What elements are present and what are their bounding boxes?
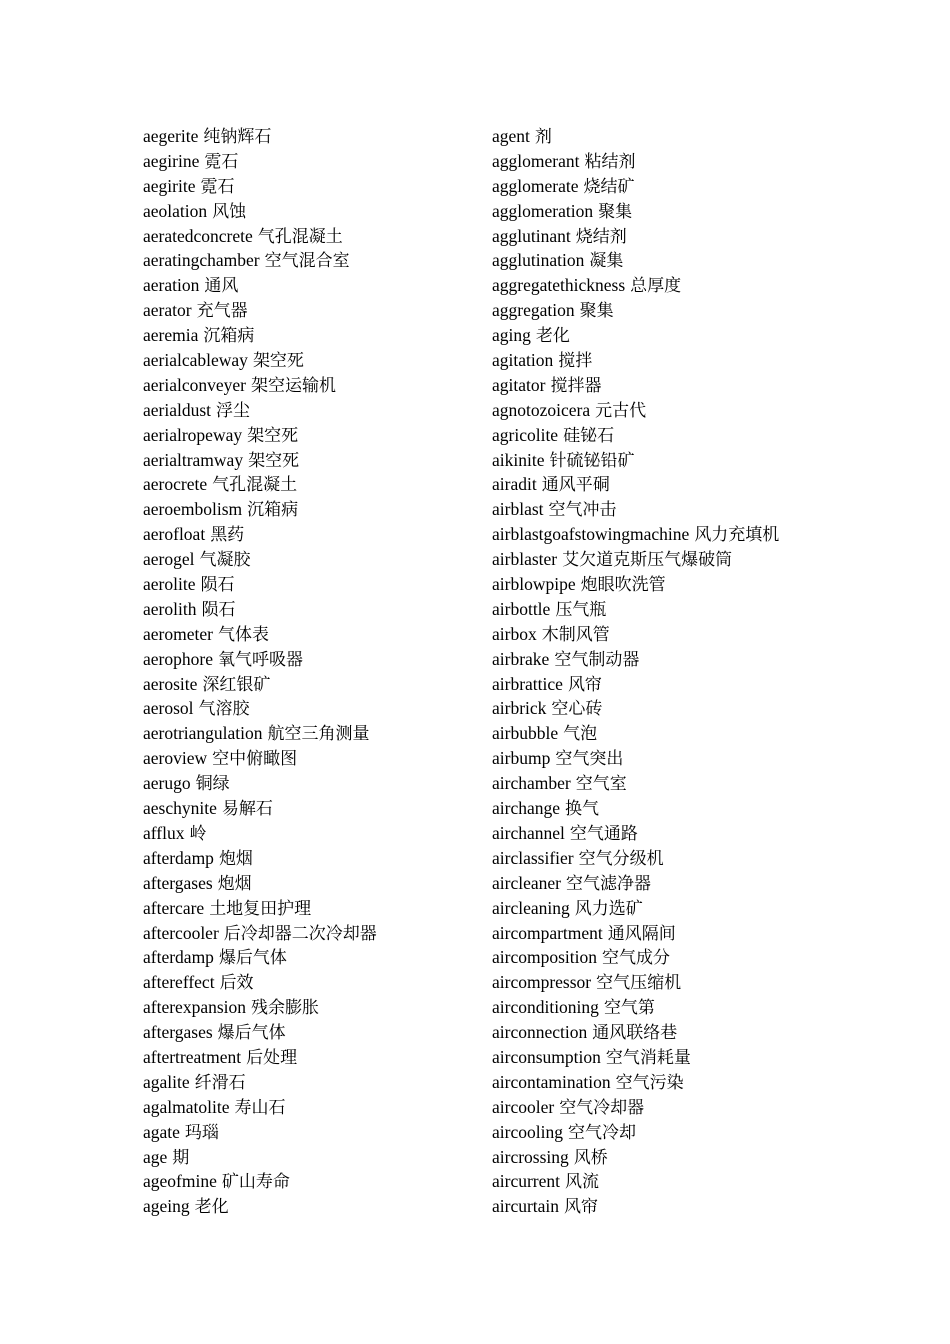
glossary-entry — [492, 846, 912, 871]
glossary-entry — [143, 821, 483, 846]
entry-meaning: 老化 — [194, 1197, 229, 1218]
glossary-entry — [143, 199, 483, 224]
entry-term: aftercare — [143, 897, 205, 918]
glossary-entry — [492, 298, 912, 323]
entry-term: aircleaning — [492, 897, 570, 918]
left-column — [143, 124, 483, 1219]
glossary-entry — [492, 1020, 912, 1045]
entry-term: aircleaner — [492, 872, 561, 893]
entry-term: agglomerant — [492, 150, 580, 171]
entry-term: aegirine — [143, 150, 200, 171]
glossary-entry — [492, 921, 912, 946]
entry-meaning: 风帘 — [567, 674, 602, 695]
entry-meaning: 空气分级机 — [578, 848, 664, 869]
entry-meaning: 老化 — [535, 326, 570, 347]
entry-meaning: 空气滤净器 — [565, 873, 651, 894]
glossary-entry — [143, 896, 483, 921]
glossary-entry — [492, 721, 912, 746]
glossary-entry — [492, 696, 912, 721]
entry-term: aging — [492, 325, 531, 346]
entry-term: aircompartment — [492, 922, 603, 943]
glossary-entry — [143, 572, 483, 597]
entry-meaning: 航空三角测量 — [267, 724, 370, 745]
glossary-entry — [143, 348, 483, 373]
glossary-entry — [492, 1169, 912, 1194]
entry-meaning: 空气室 — [575, 774, 627, 795]
entry-term: aftergases — [143, 1022, 213, 1043]
glossary-entry — [492, 248, 912, 273]
entry-meaning: 沉箱病 — [247, 500, 299, 521]
glossary-entry — [143, 921, 483, 946]
entry-term: aftertreatment — [143, 1046, 242, 1067]
entry-meaning: 换气 — [565, 799, 600, 820]
entry-meaning: 氧气呼吸器 — [217, 649, 303, 670]
entry-meaning: 烧结矿 — [583, 176, 635, 197]
entry-term: aggregatethickness — [492, 275, 626, 296]
entry-term: aeration — [143, 275, 200, 296]
entry-term: aikinite — [492, 449, 545, 470]
entry-meaning: 艾欠道克斯压气爆破筒 — [562, 550, 733, 571]
entry-meaning: 空气混合室 — [264, 251, 350, 272]
entry-meaning: 风帘 — [564, 1197, 599, 1218]
glossary-entry — [143, 472, 483, 497]
entry-meaning: 风力选矿 — [574, 898, 643, 919]
glossary-entry — [492, 497, 912, 522]
entry-term: aftereffect — [143, 972, 215, 993]
entry-term: aerialdust — [143, 399, 212, 420]
entry-term: aerugo — [143, 773, 191, 794]
entry-term: airconditioning — [492, 997, 599, 1018]
entry-term: agricolite — [492, 424, 559, 445]
entry-term: airconsumption — [492, 1046, 601, 1067]
glossary-entry — [143, 1194, 483, 1219]
glossary-entry — [143, 672, 483, 697]
glossary-entry — [143, 622, 483, 647]
entry-term: agent — [492, 126, 530, 146]
glossary-entry — [492, 796, 912, 821]
entry-meaning: 岭 — [189, 823, 207, 844]
glossary-entry — [492, 1120, 912, 1145]
glossary-entry — [143, 373, 483, 398]
entry-term: agitation — [492, 350, 554, 371]
entry-meaning: 风力充填机 — [694, 525, 780, 546]
entry-meaning: 烧结剂 — [575, 226, 627, 247]
entry-meaning: 架空运输机 — [250, 375, 336, 396]
glossary-entry — [492, 746, 912, 771]
entry-term: aeratedconcrete — [143, 225, 253, 246]
entry-meaning: 架空死 — [248, 450, 300, 471]
glossary-entry — [492, 896, 912, 921]
entry-meaning: 凝集 — [589, 251, 624, 272]
entry-meaning: 粘结剂 — [584, 151, 636, 172]
glossary-entry — [492, 273, 912, 298]
entry-meaning: 空气突出 — [555, 749, 624, 770]
entry-meaning: 气溶胶 — [198, 699, 250, 720]
glossary-entry — [492, 1145, 912, 1170]
entry-meaning: 空心砖 — [551, 699, 603, 720]
entry-term: aegerite — [143, 126, 199, 146]
entry-meaning: 后处理 — [246, 1047, 298, 1068]
entry-term: afflux — [143, 822, 185, 843]
glossary-entry — [492, 224, 912, 249]
entry-meaning: 聚集 — [579, 301, 614, 322]
glossary-entry — [143, 1120, 483, 1145]
glossary-entry — [492, 398, 912, 423]
entry-term: aeremia — [143, 325, 199, 346]
entry-term: agglomerate — [492, 175, 579, 196]
glossary-entry — [492, 622, 912, 647]
glossary-entry — [143, 846, 483, 871]
entry-term: airblastgoafstowingmachine — [492, 524, 690, 545]
entry-meaning: 空中俯瞰图 — [212, 749, 298, 770]
glossary-entry — [143, 1145, 483, 1170]
entry-meaning: 空气污染 — [615, 1072, 684, 1093]
entry-meaning: 气泡 — [563, 724, 598, 745]
glossary-entry — [492, 522, 912, 547]
entry-meaning: 陨石 — [201, 599, 236, 620]
entry-meaning: 剂 — [534, 127, 552, 147]
glossary-entry — [492, 547, 912, 572]
entry-meaning: 后冷却器二次冷却器 — [223, 923, 377, 944]
entry-term: airblowpipe — [492, 574, 576, 595]
glossary-entry — [492, 149, 912, 174]
entry-term: aerocrete — [143, 474, 208, 495]
entry-meaning: 玛瑙 — [184, 1122, 219, 1143]
entry-meaning: 霓石 — [204, 151, 239, 172]
glossary-entry — [492, 647, 912, 672]
entry-term: airblast — [492, 499, 544, 520]
entry-term: airbrick — [492, 698, 547, 719]
glossary-entry — [143, 1020, 483, 1045]
entry-meaning: 爆后气体 — [218, 948, 287, 969]
entry-meaning: 期 — [172, 1147, 190, 1168]
glossary-entry — [143, 448, 483, 473]
glossary-entry — [492, 1045, 912, 1070]
glossary-entry — [492, 373, 912, 398]
entry-term: afterdamp — [143, 947, 214, 968]
entry-term: airbottle — [492, 598, 551, 619]
entry-term: airchange — [492, 798, 561, 819]
entry-meaning: 土地复田护理 — [209, 898, 312, 919]
glossary-entry — [143, 945, 483, 970]
entry-meaning: 通风隔间 — [607, 923, 676, 944]
entry-meaning: 深红银矿 — [202, 674, 271, 695]
glossary-entry — [492, 1194, 912, 1219]
entry-term: aerialconveyer — [143, 374, 246, 395]
entry-meaning: 炮烟 — [217, 873, 252, 894]
entry-meaning: 空气冲击 — [548, 500, 617, 521]
glossary-entry — [143, 174, 483, 199]
glossary-entry — [143, 398, 483, 423]
glossary-entry — [143, 224, 483, 249]
glossary-entry — [143, 721, 483, 746]
entry-term: aerolite — [143, 574, 196, 595]
glossary-entry — [143, 871, 483, 896]
entry-term: aegirite — [143, 175, 196, 196]
entry-term: aircontamination — [492, 1071, 611, 1092]
glossary-entry — [143, 149, 483, 174]
glossary-entry — [143, 323, 483, 348]
entry-meaning: 空气第 — [603, 998, 655, 1019]
glossary-entry — [143, 1070, 483, 1095]
entry-term: aircompressor — [492, 972, 592, 993]
glossary-entry — [143, 1045, 483, 1070]
entry-term: aerogel — [143, 549, 195, 570]
entry-meaning: 针硫铋铅矿 — [549, 450, 635, 471]
entry-term: aircooler — [492, 1096, 555, 1117]
entry-term: aerialcableway — [143, 350, 248, 371]
entry-meaning: 木制风管 — [541, 624, 610, 645]
entry-term: airbox — [492, 623, 537, 644]
entry-term: agalmatolite — [143, 1096, 230, 1117]
entry-meaning: 空气冷却器 — [559, 1097, 645, 1118]
entry-meaning: 气孔混凝土 — [212, 475, 298, 496]
glossary-entry — [143, 1095, 483, 1120]
entry-term: airchannel — [492, 822, 565, 843]
glossary-entry — [492, 348, 912, 373]
entry-meaning: 空气压缩机 — [596, 973, 682, 994]
entry-meaning: 沉箱病 — [203, 326, 255, 347]
entry-term: aftergases — [143, 872, 213, 893]
entry-term: aeschynite — [143, 798, 217, 819]
glossary-entry — [143, 796, 483, 821]
glossary-entry — [143, 124, 483, 149]
glossary-entry — [492, 672, 912, 697]
entry-meaning: 风桥 — [573, 1147, 608, 1168]
glossary-entry — [143, 696, 483, 721]
glossary-entry — [143, 273, 483, 298]
entry-meaning: 矿山寿命 — [221, 1172, 290, 1193]
entry-term: afterdamp — [143, 847, 214, 868]
entry-term: ageofmine — [143, 1171, 217, 1192]
glossary-entry — [492, 995, 912, 1020]
entry-meaning: 充气器 — [196, 301, 248, 322]
entry-meaning: 气孔混凝土 — [257, 226, 343, 247]
glossary-entry — [492, 199, 912, 224]
entry-meaning: 空气成分 — [601, 948, 670, 969]
entry-term: aeroview — [143, 748, 208, 769]
glossary-entry — [492, 597, 912, 622]
glossary-entry — [492, 572, 912, 597]
glossary-entry — [143, 970, 483, 995]
entry-term: agitator — [492, 374, 546, 395]
glossary-entry — [492, 821, 912, 846]
glossary-entry — [492, 1095, 912, 1120]
glossary-entry — [143, 771, 483, 796]
entry-term: aerolith — [143, 598, 197, 619]
entry-term: agglutination — [492, 250, 585, 271]
entry-term: agalite — [143, 1071, 190, 1092]
glossary-entry — [143, 597, 483, 622]
entry-meaning: 气凝胶 — [199, 550, 251, 571]
entry-meaning: 风流 — [565, 1172, 600, 1193]
entry-meaning: 元古代 — [595, 400, 647, 421]
entry-meaning: 炮烟 — [218, 848, 253, 869]
entry-term: airconnection — [492, 1022, 588, 1043]
entry-term: aerotriangulation — [143, 723, 263, 744]
entry-term: aircurrent — [492, 1171, 561, 1192]
glossary-entry — [143, 995, 483, 1020]
entry-meaning: 硅铋石 — [563, 425, 615, 446]
entry-meaning: 风蚀 — [212, 201, 247, 222]
entry-meaning: 架空死 — [247, 425, 299, 446]
entry-term: aerialtramway — [143, 449, 244, 470]
glossary-entry — [143, 423, 483, 448]
entry-term: aerofloat — [143, 524, 206, 545]
entry-term: aerometer — [143, 623, 213, 644]
entry-term: aeroembolism — [143, 499, 243, 520]
glossary-entry — [492, 448, 912, 473]
entry-term: airbrake — [492, 648, 550, 669]
entry-term: aerosol — [143, 698, 194, 719]
entry-term: aircomposition — [492, 947, 597, 968]
entry-meaning: 搅拌 — [558, 351, 593, 372]
entry-term: airchamber — [492, 773, 571, 794]
entry-meaning: 寿山石 — [234, 1097, 286, 1118]
entry-meaning: 残余膨胀 — [251, 998, 320, 1019]
entry-meaning: 黑药 — [210, 525, 245, 546]
entry-term: aggregation — [492, 300, 575, 321]
glossary-entry — [492, 323, 912, 348]
entry-meaning: 炮眼吹洗管 — [580, 575, 666, 596]
glossary-entry — [143, 298, 483, 323]
entry-meaning: 气体表 — [217, 624, 269, 645]
entry-term: agnotozoicera — [492, 399, 591, 420]
glossary-entry — [492, 174, 912, 199]
entry-term: aeratingchamber — [143, 250, 260, 271]
entry-term: afterexpansion — [143, 997, 247, 1018]
entry-meaning: 架空死 — [252, 351, 304, 372]
entry-term: ageing — [143, 1196, 190, 1217]
entry-term: airadit — [492, 474, 537, 495]
entry-term: age — [143, 1146, 168, 1167]
entry-term: agglutinant — [492, 225, 571, 246]
entry-term: airbump — [492, 748, 551, 769]
glossary-entry — [143, 497, 483, 522]
glossary-entry — [492, 124, 912, 149]
entry-term: aircurtain — [492, 1196, 560, 1217]
entry-term: airclassifier — [492, 847, 574, 868]
entry-term: aircrossing — [492, 1146, 569, 1167]
entry-meaning: 铜绿 — [195, 774, 230, 795]
entry-meaning: 空气消耗量 — [605, 1047, 691, 1068]
entry-meaning: 爆后气体 — [217, 1023, 286, 1044]
entry-meaning: 后效 — [219, 973, 254, 994]
glossary-entry — [492, 871, 912, 896]
entry-term: aircooling — [492, 1121, 563, 1142]
entry-term: agglomeration — [492, 200, 594, 221]
entry-term: airbubble — [492, 723, 559, 744]
entry-meaning: 陨石 — [200, 575, 235, 596]
entry-meaning: 压气瓶 — [555, 599, 607, 620]
entry-term: agate — [143, 1121, 180, 1142]
entry-meaning: 空气冷却 — [567, 1122, 636, 1143]
entry-meaning: 浮尘 — [216, 400, 251, 421]
entry-meaning: 聚集 — [598, 201, 633, 222]
entry-term: airbrattice — [492, 673, 563, 694]
entry-meaning: 纤滑石 — [194, 1072, 246, 1093]
glossary-entry — [492, 1070, 912, 1095]
entry-term: aftercooler — [143, 922, 219, 943]
glossary-entry — [143, 1169, 483, 1194]
entry-meaning: 空气制动器 — [554, 649, 640, 670]
entry-term: airblaster — [492, 549, 558, 570]
right-column — [492, 124, 912, 1219]
entry-meaning: 通风联络巷 — [592, 1023, 678, 1044]
entry-term: aerosite — [143, 673, 198, 694]
glossary-entry — [143, 248, 483, 273]
glossary-entry — [492, 771, 912, 796]
glossary-entry — [143, 547, 483, 572]
entry-term: aerialropeway — [143, 424, 243, 445]
glossary-entry — [143, 522, 483, 547]
entry-term: aeolation — [143, 200, 208, 221]
entry-meaning: 通风 — [204, 276, 239, 297]
glossary-entry — [492, 970, 912, 995]
glossary-entry — [143, 746, 483, 771]
entry-meaning: 总厚度 — [630, 276, 682, 297]
entry-term: aerophore — [143, 648, 213, 669]
entry-meaning: 霓石 — [200, 176, 235, 197]
glossary-entry — [492, 472, 912, 497]
entry-term: aerator — [143, 300, 192, 321]
entry-meaning: 纯钠辉石 — [203, 127, 272, 147]
glossary-entry — [492, 945, 912, 970]
glossary-entry — [492, 423, 912, 448]
entry-meaning: 空气通路 — [569, 823, 638, 844]
entry-meaning: 通风平硐 — [541, 475, 610, 496]
glossary-entry — [143, 647, 483, 672]
entry-meaning: 搅拌器 — [550, 375, 602, 396]
entry-meaning: 易解石 — [221, 799, 273, 820]
